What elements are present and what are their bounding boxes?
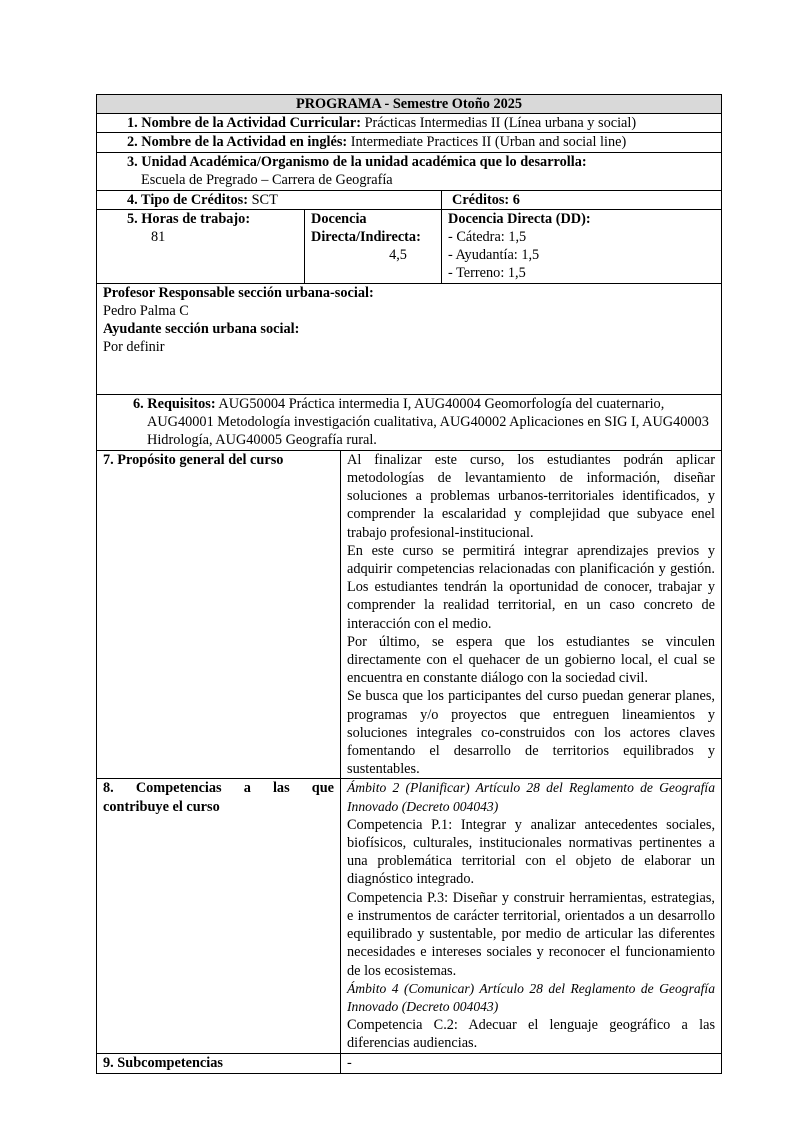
purpose-label-cell bbox=[97, 450, 341, 779]
direct-indirect-cell bbox=[305, 209, 442, 283]
competencies-label-line-2: contribuye el curso bbox=[103, 798, 220, 815]
direct-indirect-label-2: Directa/Indirecta: bbox=[311, 229, 421, 246]
competencies-ambit-4: Ámbito 4 (Comunicar) Artículo 28 del Reglamento de Geografía Innovado (Decreto 004043) bbox=[347, 980, 716, 1014]
requirements-value: AUG50004 Práctica intermedia I, AUG40004 Geomorfología del cuaternario, AUG40001 Metodología investigación cualitativa, AUG40002 Aplicaciones en SIG I, AUG40003 Hidrología, AUG40005 Geografía rural. bbox=[147, 395, 709, 449]
activity-name-label: 1. Nombre de la Actividad Curricular: bbox=[127, 115, 362, 132]
assistant-value: Por definir bbox=[103, 339, 165, 356]
purpose-paragraph-3: Por último, se espera que los estudiantes se vinculen directamente con el quehacer de un gobierno local, el cual se encuentra en constante diálogo con la sociedad civil. bbox=[347, 633, 716, 687]
assistant-label: Ayudante sección urbana social: bbox=[103, 321, 300, 338]
direct-teaching-item-3: - Terreno: 1,5 bbox=[448, 265, 526, 282]
competencies-label-line-1: 8. Competencias a las que bbox=[103, 780, 334, 797]
program-title: PROGRAMA - Semestre Otoño 2025 bbox=[295, 96, 523, 112]
competencies-text-cell bbox=[341, 779, 722, 1054]
competency-c2: Competencia C.2: Adecuar el lenguaje geográfico a las diferencias audiencias. bbox=[347, 1017, 716, 1052]
requirements-label: 6. Requisitos: bbox=[133, 395, 216, 412]
purpose-paragraph-2: En este curso se permitirá integrar aprendizajes previos y adquirir competencias relacionadas con planificación y gestión. Los estudiantes tendrán la oportunidad de conocer, trabajar y comprender la realidad territorial, en un caso concreto de interacción con el medio. bbox=[347, 542, 716, 632]
work-hours-cell bbox=[97, 209, 305, 283]
credit-type-label: 4. Tipo de Créditos: bbox=[127, 191, 249, 208]
direct-teaching-item-1: - Cátedra: 1,5 bbox=[448, 229, 527, 246]
purpose-paragraph-1: Al finalizar este curso, los estudiantes podrán aplicar metodologías de levantamiento de información, diseñar soluciones a problemas urbanos-territoriales identificados, y comprender la escalaridad y complejidad que subyace enel trabajo profesional-institucional. bbox=[347, 451, 716, 541]
direct-teaching-cell bbox=[442, 209, 722, 283]
direct-indirect-value: 4,5 bbox=[389, 247, 407, 264]
direct-indirect-label-1: Docencia bbox=[311, 210, 367, 227]
professor-value: Pedro Palma C bbox=[103, 303, 189, 320]
competency-p3: Competencia P.3: Diseñar y construir herramientas, estrategias, e instrumentos de carácter territorial, orientados a un desarrollo equilibrado y sustentable, por medio de articular las diferentes necesidades e intereses sociales y reconocer el funcionamiento de los ecosistemas. bbox=[347, 889, 716, 979]
professor-label: Profesor Responsable sección urbana-social: bbox=[103, 284, 374, 301]
direct-teaching-item-2: - Ayudantía: 1,5 bbox=[448, 247, 540, 264]
subcompetencies-label: 9. Subcompetencias bbox=[103, 1055, 223, 1072]
program-table bbox=[96, 94, 722, 1074]
work-hours-value: 81 bbox=[151, 229, 166, 246]
row-activity-name-english bbox=[97, 133, 722, 152]
credit-type-value: SCT bbox=[251, 191, 278, 208]
academic-unit-label: 3. Unidad Académica/Organismo de la unidad académica que lo desarrolla: bbox=[127, 153, 587, 170]
activity-name-english-value: Intermediate Practices II (Urban and social line) bbox=[350, 134, 627, 151]
row-activity-name bbox=[97, 114, 722, 133]
work-hours-label: 5. Horas de trabajo: bbox=[127, 210, 251, 227]
credits-label: Créditos: bbox=[452, 191, 510, 208]
program-header bbox=[97, 95, 722, 114]
subcompetencies-label-cell bbox=[97, 1054, 341, 1073]
competency-p1: Competencia P.1: Integrar y analizar antecedentes sociales, biofísicos, culturales, institucionales normativas pertinentes a una problemática territorial con el objeto de elaborar un diagnóstico integrado. bbox=[347, 816, 716, 888]
purpose-label: 7. Propósito general del curso bbox=[103, 451, 284, 468]
subcompetencies-value-cell bbox=[341, 1054, 722, 1073]
credits-value: 6 bbox=[512, 191, 520, 208]
competencies-label-cell bbox=[97, 779, 341, 1054]
professor-cell bbox=[97, 283, 722, 394]
activity-name-value: Prácticas Intermedias II (Línea urbana y social) bbox=[364, 115, 637, 132]
purpose-paragraph-4: Se busca que los participantes del curso puedan generar planes, programas y/o proyectos que entreguen lineamientos y soluciones integrales co-construidos con los actores claves fomentando el desarrollo de territorios equilibrados y sustentables. bbox=[347, 688, 716, 778]
subcompetencies-value: - bbox=[347, 1055, 352, 1072]
row-credit-type bbox=[97, 190, 442, 209]
requirements-cell bbox=[97, 394, 722, 450]
purpose-text-cell bbox=[341, 450, 722, 779]
row-credits bbox=[442, 190, 722, 209]
competencies-ambit-2: Ámbito 2 (Planificar) Artículo 28 del Reglamento de Geografía Innovado (Decreto 004043) bbox=[347, 780, 716, 814]
academic-unit-value: Escuela de Pregrado – Carrera de Geografía bbox=[141, 171, 393, 188]
direct-teaching-label: Docencia Directa (DD): bbox=[448, 210, 591, 227]
activity-name-english-label: 2. Nombre de la Actividad en inglés: bbox=[127, 134, 348, 151]
row-academic-unit bbox=[97, 152, 722, 190]
